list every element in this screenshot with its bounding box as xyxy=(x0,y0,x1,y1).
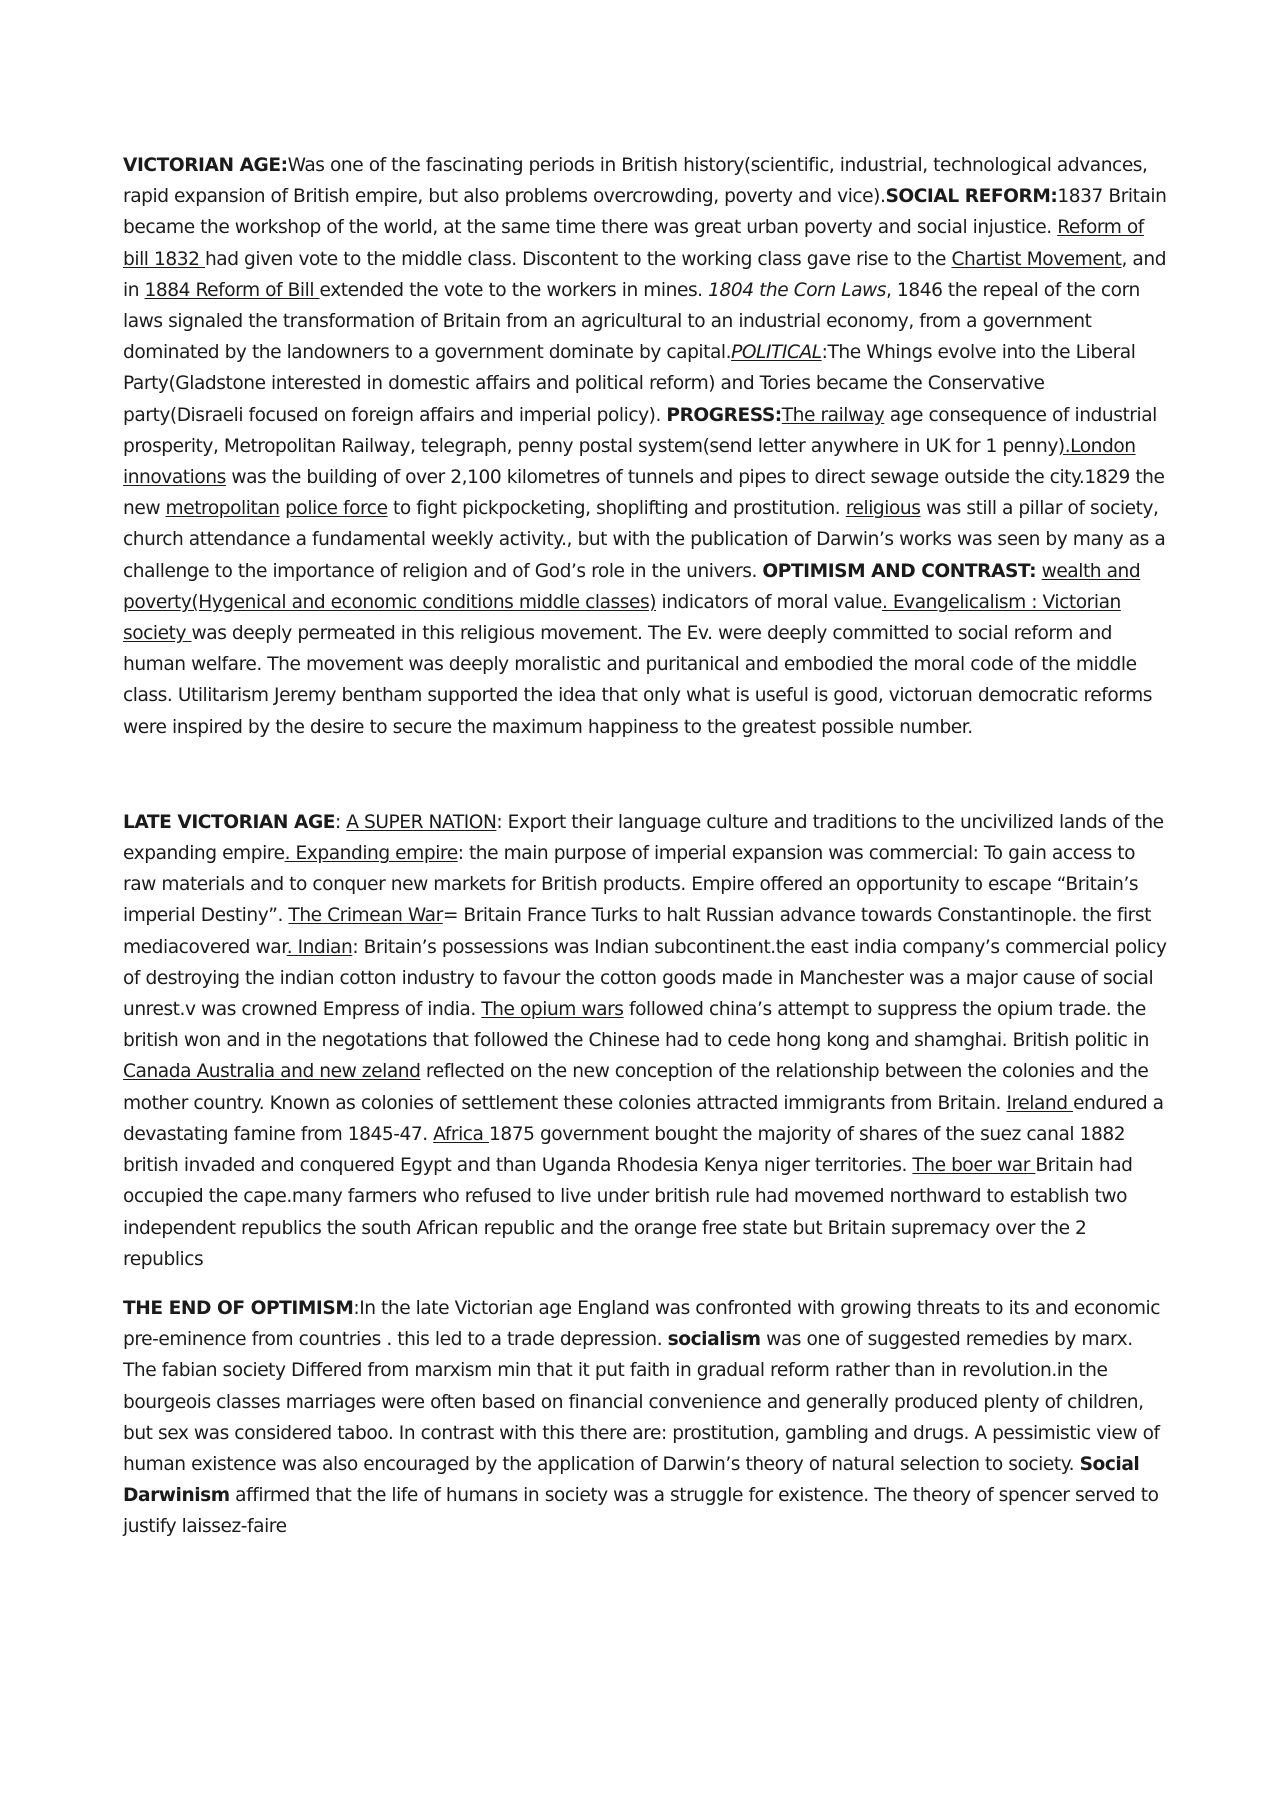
text: to fight pickpocketing, shoplifting and prostitution. xyxy=(387,498,846,520)
bold-socialism: socialism xyxy=(667,1329,761,1351)
underlined-boer-war: The boer war xyxy=(912,1155,1036,1177)
underlined-ireland: Ireland xyxy=(1006,1092,1074,1114)
underlined-metropolitan: metropolitan xyxy=(165,498,280,520)
text: was one of suggested remedies by marx. The fabian society Differed from marxism min that it put faith in gradual reform rather than in revolution.in the bourgeois classes marriages were often based on financial convenience and generally produced plenty of children, but sex was considered taboo. In contrast with this there are: prostitution, gambling and drugs. A pessimistic view of human existence was also encouraged by the application of Darwin’s theory of natural selection to society. xyxy=(123,1329,1160,1475)
text: 1875 government bought the majority of shares of the suez canal 1882 british invaded and conquered Egypt and than Uganda Rhodesia Kenya niger territories. xyxy=(123,1123,1126,1177)
heading-victorian-age: VICTORIAN AGE: xyxy=(123,155,288,176)
text: Britain had occupied the cape.many farmers who refused to live under british rule had movemed northward to establish two independent republics the south African republic and the orange free state but Britain supremacy over the 2 republics xyxy=(123,1155,1133,1270)
bold-social-darwinism: Social Darwinism xyxy=(123,1453,1140,1507)
text: = Britain France Turks to halt Russian advance towards Constantinople. the first mediacovered war xyxy=(123,905,1151,958)
underlined-canada-australia: Canada Australia and new zeland xyxy=(123,1061,421,1083)
underlined-africa: Africa xyxy=(433,1123,489,1145)
underlined-opium-wars: The opium wars xyxy=(481,999,624,1021)
underlined-police-force: police force xyxy=(285,498,388,520)
heading-progress: PROGRESS: xyxy=(666,404,782,426)
underlined-crimean-war: The Crimean War xyxy=(288,905,443,927)
text: : Britain’s possessions was Indian subcontinent.the east india company’s commercial policy of destroying the indian cotton industry to favour the cotton goods made in Manchester was a major cause of social unrest.v was crowned Empress of india. xyxy=(123,936,1167,1021)
text: age consequence of industrial prosperity, Metropolitan Railway, telegraph, penny postal system(send letter anywhere in UK for 1 penny xyxy=(123,404,1157,457)
text: affirmed that the life of humans in society was a struggle for existence. The theory of spencer served to justify laissez-faire xyxy=(123,1485,1159,1538)
underlined-religious: religious xyxy=(845,498,921,520)
text: had given vote to the middle class. Discontent to the working class gave rise to the xyxy=(204,248,952,270)
underlined-reform-bill-1884: 1884 Reform of Bill xyxy=(144,279,320,301)
underlined-reform-bill-1832: Reform of bill 1832 xyxy=(123,217,1144,270)
heading-late-victorian-age: LATE VICTORIAN AGE xyxy=(123,811,336,833)
text: extended the vote to the workers in mines. xyxy=(319,279,709,301)
paragraph-late-victorian-age xyxy=(123,807,1168,1275)
italic-corn-laws: 1804 the Corn Laws xyxy=(708,279,887,301)
heading-optimism-and-contrast: OPTIMISM AND CONTRAST: xyxy=(762,560,1037,582)
text: , 1846 the repeal of the corn laws signaled the transformation of Britain from an agricultural to an industrial economy, from a government dominated by the landowners to a government dominate by capital. xyxy=(123,279,1140,364)
document-page xyxy=(123,150,1168,1543)
heading-political: POLITICAL xyxy=(731,342,822,364)
heading-end-of-optimism: THE END OF OPTIMISM xyxy=(123,1297,354,1319)
text: indicators of moral value xyxy=(656,591,882,613)
underlined-expanding-empire: . Expanding empire xyxy=(284,843,458,865)
text: was still a pillar of society, church attendance a fundamental weekly activity., but with the publication of Darwin’s works was seen by many as a challenge to the importance of religion and of God’s role in the univers. xyxy=(123,498,1166,582)
text: , and in xyxy=(123,248,1167,301)
underlined-london-innovations: ).London innovations xyxy=(123,435,1136,489)
underlined-wealth-and-poverty: wealth and poverty(Hygenical and economic conditions middle classes) xyxy=(123,560,1141,613)
text: was deeply permeated in this religious movement. The Ev. were deeply committed to social reform and human welfare. The movement was deeply moralistic and puritanical and embodied the moral code of the middle class. Utilitarism Jeremy bentham supported the idea that only what is useful is good, victoruan democratic reforms were inspired by the desire to secure the maximum happiness to the greatest possible number. xyxy=(123,623,1153,738)
text: followed china’s attempt to suppress the opium trade. the british won and in the negotations that followed the Chinese had to cede hong kong and shamghai. British politic in xyxy=(123,999,1149,1052)
underlined-evangelicalism: . Evangelicalism : Victorian society xyxy=(123,591,1121,645)
text: :In the late Victorian age England was confronted with growing threats to its and economic pre-eminence from countries . this led to a trade depression. xyxy=(123,1297,1161,1351)
underlined-railway: The railway xyxy=(781,404,885,426)
text: Was one of the fascinating periods in British history(scientific, industrial, technological advances, rapid expansion of British empire, but also problems overcrowding, poverty and vice). xyxy=(123,155,1148,208)
text: endured a devastating famine from 1845-47. xyxy=(123,1092,1164,1145)
text: :The Whings evolve into the Liberal Party(Gladstone interested in domestic affairs and political reform) and Tories became the Conservative party(Disraeli focused on foreign affairs and imperial policy). xyxy=(123,342,1136,426)
text: 1837 Britain became the workshop of the world, at the same time there was great urban poverty and social injustice. xyxy=(123,186,1167,239)
underlined-indian: . Indian xyxy=(286,936,353,958)
heading-social-reform: SOCIAL REFORM: xyxy=(885,186,1058,208)
text: was the building of over 2,100 kilometres of tunnels and pipes to direct sewage outside the city.1829 the new xyxy=(123,467,1165,520)
paragraph-victorian-age xyxy=(123,150,1168,743)
underlined-super-nation: A SUPER NATION xyxy=(346,811,497,833)
text: : xyxy=(335,811,347,833)
text: : Export their language culture and traditions to the uncivilized lands of the expanding empire xyxy=(123,811,1164,865)
text: : the main purpose of imperial expansion was commercial: To gain access to raw materials and to conquer new markets for British products. Empire offered an opportunity to escape “Britain’s imperial Destiny”. xyxy=(123,843,1139,927)
paragraph-end-of-optimism xyxy=(123,1293,1168,1543)
text: reflected on the new conception of the relationship between the colonies and the mother country. Known as colonies of settlement these colonies attracted immigrants from Britain. xyxy=(123,1061,1149,1114)
underlined-chartist-movement: Chartist Movement xyxy=(951,248,1122,270)
